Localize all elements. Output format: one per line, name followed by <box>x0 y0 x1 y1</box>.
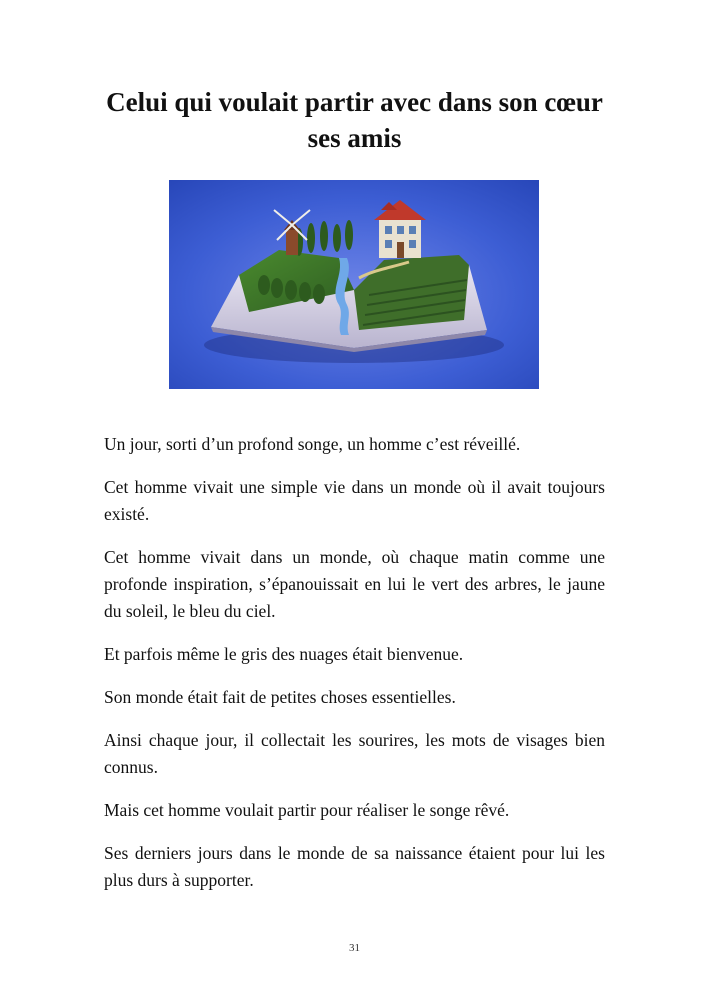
pop-up-book-illustration <box>169 180 539 389</box>
paragraph: Ainsi chaque jour, il collectait les sourires, les mots de visages bien connus. <box>104 730 605 777</box>
pop-up-book-village-icon <box>169 180 539 389</box>
body-text <box>104 431 605 910</box>
page-number: 31 <box>349 942 360 954</box>
paragraph: Mais cet homme voulait partir pour réaliser le songe rêvé. <box>104 800 510 820</box>
paragraph: Cet homme vivait dans un monde, où chaque matin comme une profonde inspiration, s’épanouissait en lui le vert des arbres, le jaune du soleil, le bleu du ciel. <box>104 547 605 621</box>
paragraph: Son monde était fait de petites choses essentielles. <box>104 687 456 707</box>
paragraph: Ses derniers jours dans le monde de sa naissance étaient pour lui les plus durs à supporter. <box>104 843 605 890</box>
paragraph: Un jour, sorti d’un profond songe, un homme c’est réveillé. <box>104 434 521 454</box>
paragraph: Cet homme vivait une simple vie dans un monde où il avait toujours existé. <box>104 477 605 524</box>
paragraph: Et parfois même le gris des nuages était bienvenue. <box>104 644 464 664</box>
page-title: Celui qui voulait partir avec dans son cœur ses amis <box>106 87 603 153</box>
